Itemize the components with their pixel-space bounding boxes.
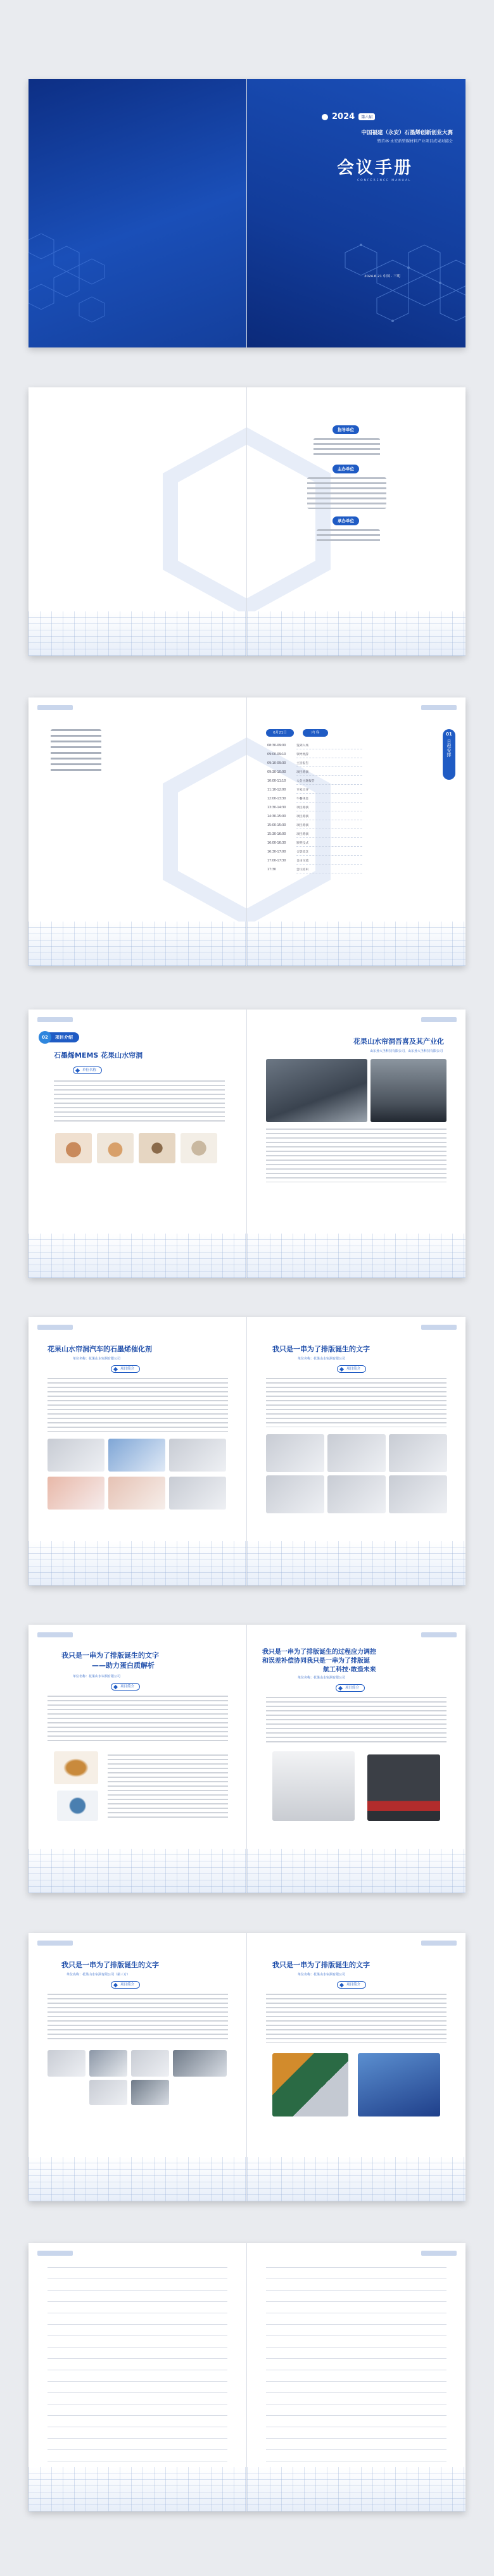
project-7-image-e <box>89 2080 127 2105</box>
project-4-image-e <box>327 1475 386 1513</box>
floor-grid <box>247 1541 466 1585</box>
schedule-content: 项目路演 <box>296 832 362 838</box>
note-line <box>48 2381 227 2382</box>
org-label-host: 主办单位 <box>332 465 359 473</box>
note-line <box>266 2335 446 2336</box>
header-logo <box>37 1632 73 1637</box>
project-5-tag: 单位名称：花果山水帘洞有限公司 <box>73 1675 121 1679</box>
org-names-organizer <box>317 529 380 544</box>
project-4-tag: 单位名称：花果山水帘洞有限公司 <box>298 1357 346 1361</box>
project-6-title-2: 和误差补偿协同我只是一串为了排版诞 <box>262 1658 370 1665</box>
schedule-right <box>247 697 466 966</box>
floor-grid <box>247 2467 466 2511</box>
project-6-intro-text: 项目简介 <box>345 1686 360 1690</box>
cover-front <box>247 79 466 347</box>
note-line <box>48 2347 227 2348</box>
project-8-intro-button <box>337 1981 366 1989</box>
schedule-row <box>267 823 362 829</box>
project-5-title-2: ——助力蛋白质解析 <box>92 1661 155 1670</box>
project-6-tag: 单位名称：花果山水帘洞有限公司 <box>298 1676 346 1680</box>
project-3-image-c <box>169 1439 226 1472</box>
header-logo <box>421 2251 457 2256</box>
project-page-3 <box>28 1317 247 1585</box>
project-4-image-f <box>389 1475 447 1513</box>
schedule-row <box>267 805 362 811</box>
edition-year: 2024 <box>332 112 355 122</box>
schedule-row <box>267 787 362 794</box>
project-2-tag: 山东孙大圣科技有限公司，山东孙大圣科技有限公司 <box>369 1049 443 1053</box>
floor-grid <box>28 611 246 656</box>
project-7-intro-button <box>111 1981 140 1989</box>
project-5-title-1: 我只是一串为了排版诞生的文字 <box>61 1651 159 1660</box>
note-line <box>266 2267 446 2268</box>
schedule-row <box>267 858 362 865</box>
hexagon-watermark-icon <box>151 737 247 927</box>
schedule-section-num: 01 <box>446 732 452 737</box>
edition-line <box>322 112 375 122</box>
project-3-image-a <box>48 1439 104 1472</box>
project-8-photo-a <box>272 2053 348 2116</box>
note-line <box>48 2301 227 2302</box>
schedule-time: 11:10-12:00 <box>267 789 286 792</box>
floor-grid <box>247 611 466 656</box>
project-6-title-1: 我只是一串为了排版诞生的过程应力调控 <box>262 1649 376 1656</box>
schedule-row <box>267 849 362 856</box>
note-line <box>266 2449 446 2450</box>
schedule-content: 主旨报告 <box>296 761 362 767</box>
logo-icon <box>322 114 328 120</box>
hexagon-pattern-icon <box>326 227 466 341</box>
note-line <box>48 2358 227 2359</box>
header-logo <box>421 1325 457 1330</box>
project-4-image-b <box>327 1434 386 1472</box>
project-8-photo-b <box>358 2053 440 2116</box>
schedule-section-badge <box>443 729 455 780</box>
project-8-body <box>266 1994 446 2043</box>
project-1-photo-c <box>139 1133 175 1163</box>
project-7-image-f <box>131 2080 169 2105</box>
project-3-intro-button <box>111 1365 140 1373</box>
schedule-left <box>28 697 247 966</box>
project-6-machine-b <box>367 1754 440 1821</box>
schedule-content: 专家点评 <box>296 787 362 794</box>
schedule-time: 17:30 <box>267 868 276 872</box>
header-logo <box>421 1632 457 1637</box>
cover-back <box>28 79 247 347</box>
schedule-content: 领导致辞 <box>296 752 362 758</box>
schedule-time: 17:00-17:30 <box>267 860 286 863</box>
spread-notes <box>28 2243 466 2511</box>
note-line <box>48 2335 227 2336</box>
schedule-row <box>267 761 362 767</box>
floor-grid <box>28 1541 246 1585</box>
schedule-content: 午餐休息 <box>296 796 362 803</box>
project-2-photo-side <box>370 1059 446 1122</box>
note-line <box>266 2392 446 2393</box>
schedule-row <box>267 770 362 776</box>
note-line <box>48 2290 227 2291</box>
schedule-content: 自由交流 <box>296 858 362 865</box>
schedule-content: 项目路演 <box>296 814 362 820</box>
schedule-row <box>267 814 362 820</box>
project-8-intro-text: 项目简介 <box>346 1983 361 1987</box>
project-8-title: 我只是一串为了排版诞生的文字 <box>272 1961 370 1969</box>
org-names-host <box>307 477 386 509</box>
header-logo <box>37 2251 73 2256</box>
cover-title-2: 暨首林·永安新型碳材料产业项目成果对接会 <box>377 139 453 144</box>
schedule-row <box>267 832 362 838</box>
spread-schedule <box>28 697 466 966</box>
schedule-time: 09:00-09:10 <box>267 753 286 756</box>
project-4-image-c <box>389 1434 447 1472</box>
header-logo <box>37 705 73 710</box>
header-logo <box>37 1325 73 1330</box>
schedule-content: 项目路演 <box>296 823 362 829</box>
schedule-row <box>267 743 362 749</box>
schedule-content: 大会主题报告 <box>296 778 362 785</box>
floor-grid <box>247 1849 466 1893</box>
floor-grid <box>28 2467 246 2511</box>
manual-subtitle: CONFERENCE MANUAL <box>357 179 412 182</box>
project-6-title-3: 航工科技·敢造未来 <box>323 1666 376 1673</box>
schedule-time: 14:30-15:00 <box>267 815 286 818</box>
project-2-body <box>266 1129 446 1182</box>
project-6-machine-a <box>272 1751 355 1821</box>
project-1-photo-a <box>55 1133 92 1163</box>
schedule-row <box>267 796 362 803</box>
schedule-row <box>267 867 362 873</box>
project-page-2 <box>247 1010 466 1278</box>
project-3-image-b <box>108 1439 165 1472</box>
note-line <box>48 2415 227 2416</box>
schedule-time: 16:30-17:00 <box>267 851 286 854</box>
floor-grid <box>247 922 466 966</box>
project-3-image-e <box>108 1477 165 1510</box>
project-5-body <box>48 1696 228 1743</box>
schedule-time: 10:00-11:10 <box>267 780 286 783</box>
floor-grid <box>28 2157 246 2201</box>
floor-grid <box>247 2157 466 2201</box>
project-page-1 <box>28 1010 247 1278</box>
note-line <box>266 2381 446 2382</box>
spread-projects-2 <box>28 1317 466 1585</box>
project-7-title: 我只是一串为了排版诞生的文字 <box>61 1961 159 1969</box>
schedule-time: 16:00-16:30 <box>267 842 286 845</box>
note-line <box>266 2438 446 2439</box>
schedule-time: 12:00-13:30 <box>267 797 286 801</box>
schedule-content: 颁奖仪式 <box>296 841 362 847</box>
project-1-photo-d <box>180 1133 217 1163</box>
project-page-6 <box>247 1625 466 1893</box>
notes-right <box>247 2243 466 2511</box>
note-line <box>48 2449 227 2450</box>
edition-label: 第六届 <box>358 113 375 120</box>
org-label-organizer: 承办单位 <box>332 516 359 525</box>
floor-grid <box>28 922 246 966</box>
note-line <box>266 2415 446 2416</box>
project-4-image-d <box>266 1475 324 1513</box>
project-5-photo-a <box>54 1751 98 1784</box>
note-line <box>266 2324 446 2325</box>
project-1-tag <box>73 1066 102 1074</box>
header-logo <box>421 705 457 710</box>
project-5-photo-b <box>57 1791 98 1821</box>
project-8-tag: 单位名称：花果山水帘洞有限公司 <box>298 1973 346 1977</box>
project-4-image-a <box>266 1434 324 1472</box>
hexagon-watermark-icon <box>151 427 247 616</box>
project-3-body <box>48 1378 228 1432</box>
project-7-tag: 单位名称：花果山水帘洞有限公司（第三方） <box>66 1973 130 1977</box>
project-4-intro-text: 项目简介 <box>346 1367 361 1371</box>
notes-left <box>28 2243 247 2511</box>
project-1-photo-b <box>97 1133 134 1163</box>
floor-grid <box>247 1234 466 1278</box>
note-line <box>48 2324 227 2325</box>
project-page-4 <box>247 1317 466 1585</box>
hexagon-pattern-icon <box>28 234 142 335</box>
project-6-body <box>266 1697 446 1744</box>
note-line <box>48 2438 227 2439</box>
floor-grid <box>28 1849 246 1893</box>
project-1-title: 石墨烯MEMS 花果山水帘洞 <box>54 1051 143 1060</box>
schedule-table-header <box>266 729 367 737</box>
note-line <box>266 2301 446 2302</box>
projects-section-title: 项目介绍 <box>55 1035 73 1040</box>
schedule-time: 13:30-14:30 <box>267 806 286 810</box>
schedule-time: 08:30-09:00 <box>267 744 286 747</box>
project-2-title: 花果山水帘洞吾喜及其产业化 <box>353 1037 444 1046</box>
spread-organizers <box>28 387 466 656</box>
note-line <box>48 2392 227 2393</box>
schedule-content: 合影留念 <box>296 849 362 856</box>
floor-grid <box>28 1234 246 1278</box>
schedule-time: 09:30-10:00 <box>267 771 286 774</box>
header-logo <box>421 1017 457 1022</box>
header-logo <box>37 1017 73 1022</box>
schedule-date-label: 6月21日 <box>266 729 294 737</box>
project-7-intro-text: 项目简介 <box>120 1983 135 1987</box>
organizer-right <box>247 387 466 656</box>
project-5-side-text <box>108 1754 228 1818</box>
schedule-row <box>267 778 362 785</box>
schedule-time: 09:10-09:30 <box>267 762 286 765</box>
schedule-content: 项目路演 <box>296 770 362 776</box>
project-2-photo-main <box>266 1059 367 1122</box>
projects-section-num: 02 <box>39 1031 51 1044</box>
header-logo <box>37 1941 73 1946</box>
note-line <box>266 2358 446 2359</box>
project-3-image-d <box>48 1477 104 1510</box>
schedule-content: 会议结束 <box>296 867 362 873</box>
schedule-row <box>267 752 362 758</box>
project-4-body <box>266 1378 446 1427</box>
project-page-8 <box>247 1933 466 2201</box>
project-1-tag-text: 单位名称 <box>82 1068 97 1072</box>
project-5-intro-button <box>111 1683 140 1691</box>
schedule-content-label: 内 容 <box>303 729 328 737</box>
project-5-intro-text: 项目简介 <box>120 1685 135 1689</box>
org-label-guide: 指导单位 <box>332 425 359 434</box>
cover-title-1: 中国福建（永安）石墨烯创新创业大赛 <box>361 130 453 136</box>
note-line <box>266 2290 446 2291</box>
project-7-image-b <box>89 2050 127 2077</box>
schedule-time: 15:30-16:00 <box>267 833 286 836</box>
spread-projects-1 <box>28 1010 466 1278</box>
manual-title: 会议手册 <box>337 158 413 178</box>
project-3-tag: 单位名称：花果山水帘洞有限公司 <box>73 1357 121 1361</box>
schedule-content: 签到入场 <box>296 743 362 749</box>
spread-projects-3 <box>28 1625 466 1893</box>
project-7-body <box>48 1994 228 2041</box>
project-4-intro-button <box>337 1365 366 1373</box>
project-4-title: 我只是一串为了排版诞生的文字 <box>272 1345 370 1353</box>
note-line <box>48 2267 227 2268</box>
schedule-row <box>267 841 362 847</box>
schedule-section-title: 日程安排 <box>446 739 452 757</box>
project-3-image-f <box>169 1477 226 1510</box>
project-1-body <box>54 1080 225 1125</box>
schedule-time: 15:00-15:30 <box>267 824 286 827</box>
header-logo <box>421 1941 457 1946</box>
schedule-content: 项目路演 <box>296 805 362 811</box>
project-page-5 <box>28 1625 247 1893</box>
spread-cover <box>28 79 466 347</box>
organizer-left <box>28 387 247 656</box>
spread-projects-4 <box>28 1933 466 2201</box>
schedule-notes <box>51 729 101 773</box>
note-line <box>266 2347 446 2348</box>
cover-date-place: 2024.6.21 中国 · 三明 <box>364 275 400 278</box>
project-7-image-c <box>131 2050 169 2077</box>
project-7-image-d <box>173 2050 227 2077</box>
project-7-image-a <box>48 2050 86 2077</box>
project-page-7 <box>28 1933 247 2201</box>
projects-section-tab <box>42 1032 79 1042</box>
org-names-guide <box>314 438 380 457</box>
project-3-intro-text: 项目简介 <box>120 1367 135 1371</box>
project-3-title: 花果山水帘洞汽车的石墨烯催化剂 <box>48 1345 152 1353</box>
project-6-intro-button <box>336 1684 365 1692</box>
